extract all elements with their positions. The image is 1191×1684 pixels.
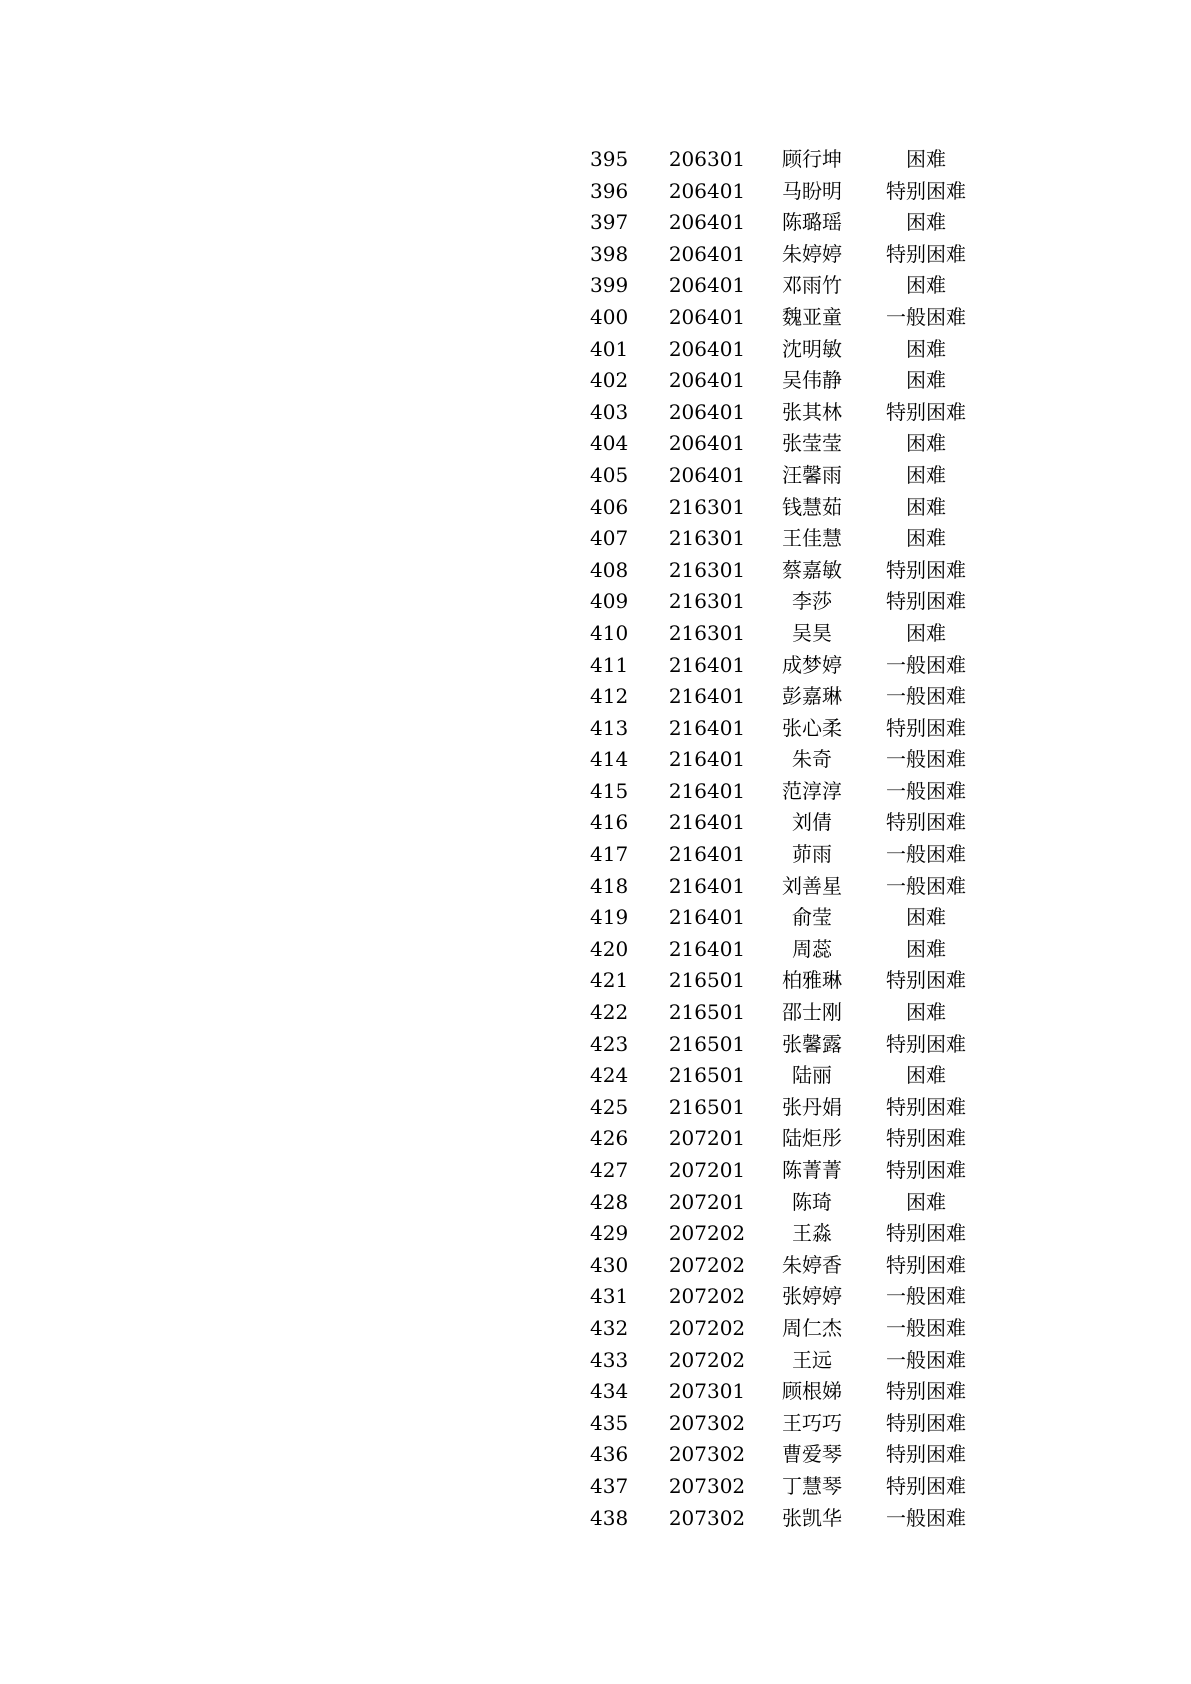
hardship-level: 困难 [906, 210, 946, 235]
class-code: 216301 [668, 526, 746, 551]
table-row [590, 1376, 980, 1408]
class-code: 216501 [668, 1063, 746, 1088]
hardship-level: 困难 [906, 526, 946, 551]
hardship-level: 困难 [906, 1189, 946, 1214]
class-code: 216401 [668, 778, 746, 803]
hardship-level: 一般困难 [886, 652, 966, 677]
row-number: 398 [590, 241, 629, 266]
hardship-level: 特别困难 [886, 1379, 966, 1404]
student-name: 沈明敏 [782, 336, 842, 361]
row-number: 435 [590, 1410, 629, 1435]
class-code: 207302 [668, 1505, 746, 1530]
student-name: 张馨露 [782, 1031, 842, 1056]
student-name: 张莹莹 [782, 431, 842, 456]
hardship-level: 一般困难 [886, 842, 966, 867]
student-name: 张心柔 [782, 715, 842, 740]
table-row [590, 270, 980, 302]
table-row [590, 650, 980, 682]
row-number: 406 [590, 494, 629, 519]
table-row [590, 1250, 980, 1282]
student-name: 陈菁菁 [782, 1158, 842, 1182]
class-code: 216301 [668, 620, 746, 645]
table-row [590, 871, 980, 903]
row-number: 438 [590, 1505, 629, 1530]
row-number: 424 [590, 1063, 629, 1088]
hardship-level: 特别困难 [886, 1094, 966, 1119]
class-code: 206301 [668, 147, 746, 171]
table-row [590, 1187, 980, 1219]
hardship-level: 一般困难 [886, 873, 966, 898]
student-name: 吴伟静 [782, 368, 842, 393]
class-code: 207201 [668, 1126, 746, 1151]
hardship-level: 一般困难 [886, 684, 966, 709]
table-row [590, 1471, 980, 1503]
row-number: 421 [590, 968, 629, 993]
student-name: 张丹娟 [782, 1094, 842, 1119]
row-number: 415 [590, 778, 629, 803]
class-code: 216501 [668, 1094, 746, 1119]
table-row [590, 460, 980, 492]
student-name: 李莎 [792, 589, 832, 614]
class-code: 206401 [668, 304, 746, 329]
row-number: 434 [590, 1379, 629, 1404]
class-code: 206401 [668, 431, 746, 456]
student-name: 陆炬彤 [782, 1126, 842, 1151]
hardship-level: 困难 [906, 273, 946, 298]
class-code: 216301 [668, 494, 746, 519]
hardship-level: 困难 [906, 1063, 946, 1088]
table-row [590, 1060, 980, 1092]
hardship-level: 困难 [906, 462, 946, 487]
student-name: 周蕊 [792, 936, 832, 961]
student-name: 周仁杰 [782, 1315, 842, 1340]
row-number: 425 [590, 1094, 629, 1119]
student-name: 成梦婷 [782, 652, 842, 677]
row-number: 422 [590, 1000, 629, 1025]
hardship-level: 特别困难 [886, 1221, 966, 1246]
student-roster-table [590, 144, 980, 1534]
table-row [590, 744, 980, 776]
hardship-level: 特别困难 [886, 1158, 966, 1182]
table-row [590, 1218, 980, 1250]
student-name: 顾根娣 [782, 1379, 842, 1404]
hardship-level: 特别困难 [886, 589, 966, 614]
class-code: 216401 [668, 684, 746, 709]
row-number: 407 [590, 526, 629, 551]
table-row [590, 1092, 980, 1124]
student-name: 刘倩 [792, 810, 832, 835]
row-number: 423 [590, 1031, 629, 1056]
table-row [590, 1281, 980, 1313]
student-name: 朱婷香 [782, 1252, 842, 1277]
table-row [590, 1123, 980, 1155]
row-number: 404 [590, 431, 629, 456]
student-name: 朱婷婷 [782, 241, 842, 266]
student-name: 刘善星 [782, 873, 842, 898]
hardship-level: 特别困难 [886, 1442, 966, 1467]
class-code: 206401 [668, 241, 746, 266]
hardship-level: 特别困难 [886, 1252, 966, 1277]
hardship-level: 特别困难 [886, 557, 966, 582]
class-code: 216401 [668, 905, 746, 930]
table-row [590, 365, 980, 397]
student-name: 陈琦 [792, 1189, 832, 1214]
row-number: 396 [590, 178, 629, 203]
hardship-level: 困难 [906, 1000, 946, 1025]
hardship-level: 困难 [906, 336, 946, 361]
row-number: 437 [590, 1473, 629, 1498]
student-name: 王佳慧 [782, 526, 842, 551]
class-code: 216401 [668, 652, 746, 677]
hardship-level: 一般困难 [886, 778, 966, 803]
table-row [590, 207, 980, 239]
student-name: 彭嘉琳 [782, 684, 842, 709]
hardship-level: 困难 [906, 494, 946, 519]
table-row [590, 997, 980, 1029]
table-row [590, 302, 980, 334]
row-number: 413 [590, 715, 629, 740]
student-name: 王远 [792, 1347, 832, 1372]
student-name: 邓雨竹 [782, 273, 842, 298]
table-row [590, 555, 980, 587]
row-number: 419 [590, 905, 629, 930]
class-code: 216301 [668, 557, 746, 582]
table-row [590, 239, 980, 271]
row-number: 420 [590, 936, 629, 961]
student-name: 陈璐瑶 [782, 210, 842, 235]
table-row [590, 397, 980, 429]
row-number: 397 [590, 210, 629, 235]
student-name: 张婷婷 [782, 1284, 842, 1309]
student-name: 顾行坤 [782, 147, 842, 171]
class-code: 216401 [668, 936, 746, 961]
student-name: 汪馨雨 [782, 462, 842, 487]
hardship-level: 困难 [906, 936, 946, 961]
class-code: 207202 [668, 1284, 746, 1309]
table-row [590, 776, 980, 808]
hardship-level: 困难 [906, 620, 946, 645]
student-name: 张凯华 [782, 1505, 842, 1530]
table-row [590, 1439, 980, 1471]
table-row [590, 1029, 980, 1061]
row-number: 402 [590, 368, 629, 393]
class-code: 207201 [668, 1189, 746, 1214]
row-number: 416 [590, 810, 629, 835]
row-number: 405 [590, 462, 629, 487]
table-row [590, 586, 980, 618]
hardship-level: 困难 [906, 431, 946, 456]
student-name: 曹爱琴 [782, 1442, 842, 1467]
table-row [590, 523, 980, 555]
class-code: 206401 [668, 399, 746, 424]
roster-body [590, 144, 980, 1534]
class-code: 216501 [668, 1000, 746, 1025]
class-code: 207202 [668, 1252, 746, 1277]
student-name: 柏雅琳 [782, 968, 842, 993]
hardship-level: 特别困难 [886, 1031, 966, 1056]
row-number: 403 [590, 399, 629, 424]
row-number: 399 [590, 273, 629, 298]
class-code: 216401 [668, 747, 746, 772]
row-number: 418 [590, 873, 629, 898]
hardship-level: 特别困难 [886, 1473, 966, 1498]
hardship-level: 特别困难 [886, 810, 966, 835]
hardship-level: 一般困难 [886, 1284, 966, 1309]
class-code: 206401 [668, 336, 746, 361]
class-code: 207202 [668, 1315, 746, 1340]
class-code: 207202 [668, 1221, 746, 1246]
table-row [590, 1345, 980, 1377]
table-row [590, 334, 980, 366]
row-number: 430 [590, 1252, 629, 1277]
table-row [590, 176, 980, 208]
student-name: 钱慧茹 [782, 494, 842, 519]
row-number: 426 [590, 1126, 629, 1151]
class-code: 207201 [668, 1158, 746, 1182]
class-code: 206401 [668, 273, 746, 298]
row-number: 428 [590, 1189, 629, 1214]
class-code: 216401 [668, 873, 746, 898]
hardship-level: 特别困难 [886, 241, 966, 266]
hardship-level: 困难 [906, 368, 946, 393]
table-row [590, 902, 980, 934]
hardship-level: 一般困难 [886, 304, 966, 329]
class-code: 206401 [668, 462, 746, 487]
student-name: 张其林 [782, 399, 842, 424]
hardship-level: 一般困难 [886, 1505, 966, 1530]
class-code: 216401 [668, 842, 746, 867]
student-name: 王淼 [792, 1221, 832, 1246]
student-name: 魏亚童 [782, 304, 842, 329]
row-number: 427 [590, 1158, 629, 1182]
row-number: 417 [590, 842, 629, 867]
student-name: 茆雨 [792, 842, 832, 867]
row-number: 401 [590, 336, 629, 361]
row-number: 412 [590, 684, 629, 709]
row-number: 410 [590, 620, 629, 645]
table-row [590, 428, 980, 460]
class-code: 206401 [668, 210, 746, 235]
hardship-level: 一般困难 [886, 1347, 966, 1372]
table-row [590, 965, 980, 997]
hardship-level: 特别困难 [886, 968, 966, 993]
class-code: 207302 [668, 1410, 746, 1435]
hardship-level: 特别困难 [886, 178, 966, 203]
student-name: 蔡嘉敏 [782, 557, 842, 582]
table-row [590, 492, 980, 524]
row-number: 432 [590, 1315, 629, 1340]
class-code: 216501 [668, 968, 746, 993]
hardship-level: 特别困难 [886, 715, 966, 740]
class-code: 216301 [668, 589, 746, 614]
class-code: 207202 [668, 1347, 746, 1372]
class-code: 206401 [668, 368, 746, 393]
row-number: 408 [590, 557, 629, 582]
hardship-level: 特别困难 [886, 399, 966, 424]
row-number: 395 [590, 147, 629, 171]
class-code: 207302 [668, 1442, 746, 1467]
class-code: 207301 [668, 1379, 746, 1404]
table-row [590, 681, 980, 713]
hardship-level: 特别困难 [886, 1410, 966, 1435]
student-name: 陆丽 [792, 1063, 832, 1088]
class-code: 216401 [668, 715, 746, 740]
row-number: 429 [590, 1221, 629, 1246]
hardship-level: 一般困难 [886, 1315, 966, 1340]
table-row [590, 1503, 980, 1535]
table-row [590, 144, 980, 176]
class-code: 207302 [668, 1473, 746, 1498]
table-row [590, 713, 980, 745]
row-number: 411 [590, 652, 629, 677]
student-name: 朱奇 [792, 747, 832, 772]
table-row [590, 1313, 980, 1345]
row-number: 433 [590, 1347, 629, 1372]
student-name: 马盼明 [782, 178, 842, 203]
hardship-level: 特别困难 [886, 1126, 966, 1151]
table-row [590, 1155, 980, 1187]
table-row [590, 1408, 980, 1440]
student-name: 吴昊 [792, 620, 832, 645]
student-name: 范淳淳 [782, 778, 842, 803]
table-row [590, 839, 980, 871]
hardship-level: 困难 [906, 147, 946, 171]
student-name: 俞莹 [792, 905, 832, 930]
student-name: 王巧巧 [782, 1410, 842, 1435]
class-code: 206401 [668, 178, 746, 203]
table-row [590, 807, 980, 839]
student-name: 邵士刚 [782, 1000, 842, 1025]
row-number: 436 [590, 1442, 629, 1467]
class-code: 216401 [668, 810, 746, 835]
row-number: 414 [590, 747, 629, 772]
row-number: 409 [590, 589, 629, 614]
hardship-level: 困难 [906, 905, 946, 930]
row-number: 400 [590, 304, 629, 329]
student-name: 丁慧琴 [782, 1473, 842, 1498]
row-number: 431 [590, 1284, 629, 1309]
hardship-level: 一般困难 [886, 747, 966, 772]
table-row [590, 618, 980, 650]
class-code: 216501 [668, 1031, 746, 1056]
table-row [590, 934, 980, 966]
